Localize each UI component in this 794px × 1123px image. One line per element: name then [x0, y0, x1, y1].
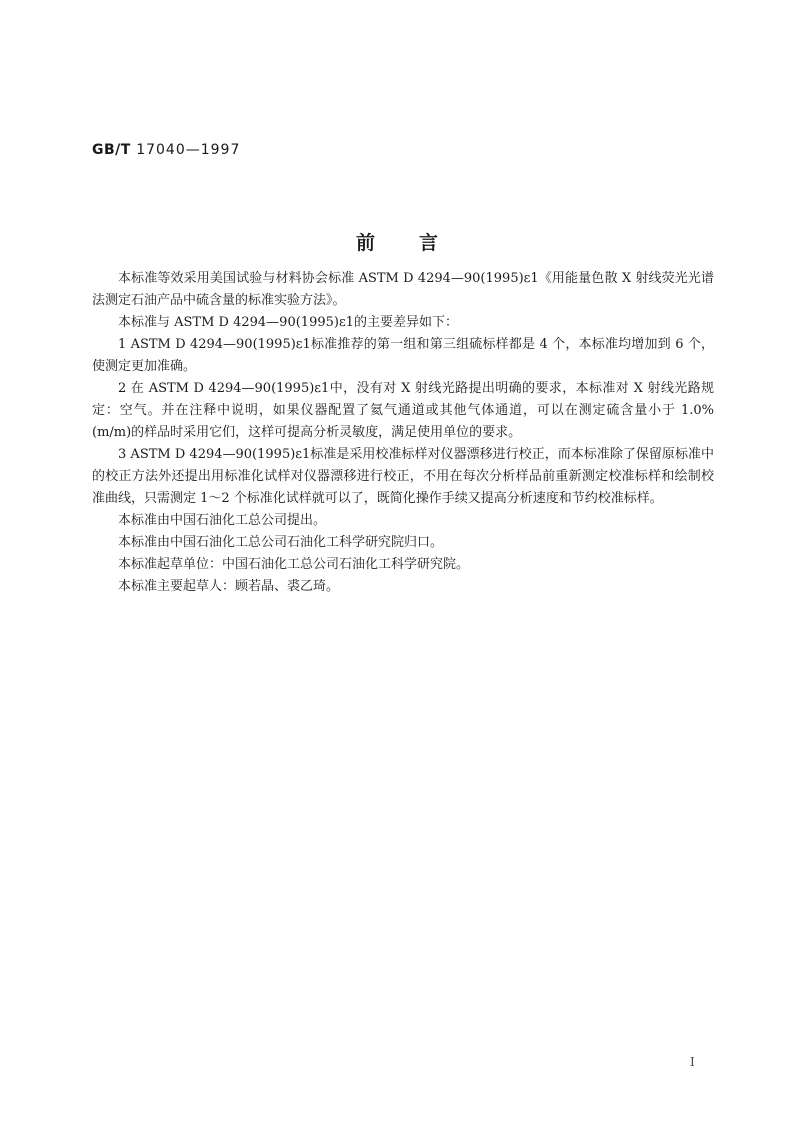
paragraph: 本标准与 ASTM D 4294—90(1995)ε1的主要差异如下： [118, 315, 458, 330]
paragraph: 本标准由中国石油化工总公司石油化工科学研究院归口。 [118, 535, 444, 550]
page-title: 前言 [355, 232, 482, 254]
standard-code-number: 17040—1997 [136, 142, 241, 158]
paragraph: 2 在 ASTM D 4294—90(1995)ε1中，没有对 X 射线光路提出明确的要求，本标准对 X 射线光路规定：空气。并在注释中说明，如果仪器配置了氦气通道或其他气体通道，可以在测定硫含量小于 1.0%(m/m)的样品时采用它们，这样可提高分析灵敏度，满足使用单位的要求。 [92, 381, 714, 440]
standard-code-header [92, 142, 240, 158]
paragraph: 本标准起草单位：中国石油化工总公司石油化工科学研究院。 [118, 557, 470, 572]
paragraph: 3 ASTM D 4294—90(1995)ε1标准是采用校准标样对仪器漂移进行校正，而本标准除了保留原标准中的校正方法外还提出用标准化试样对仪器漂移进行校正，不用在每次分析样品前重新测定校准标样和绘制校准曲线，只需测定 1～2 个标准化试样就可以了，既简化操作手续又提高分析速度和节约校准标样。 [92, 447, 714, 506]
paragraph: 本标准主要起草人：顾若晶、裘乙琦。 [118, 579, 340, 594]
paragraph: 1 ASTM D 4294—90(1995)ε1标准推荐的第一组和第三组硫标样都是 4 个，本标准均增加到 6 个，使测定更加准确。 [92, 337, 714, 374]
standard-code-prefix: GB/T [92, 142, 131, 158]
document-body [92, 268, 714, 598]
page-number: I [690, 1055, 695, 1069]
paragraph: 本标准等效采用美国试验与材料协会标准 ASTM D 4294—90(1995)ε1《用能量色散 X 射线荧光光谱法测定石油产品中硫含量的标准实验方法》。 [92, 271, 714, 308]
paragraph: 本标准由中国石油化工总公司提出。 [118, 513, 327, 528]
